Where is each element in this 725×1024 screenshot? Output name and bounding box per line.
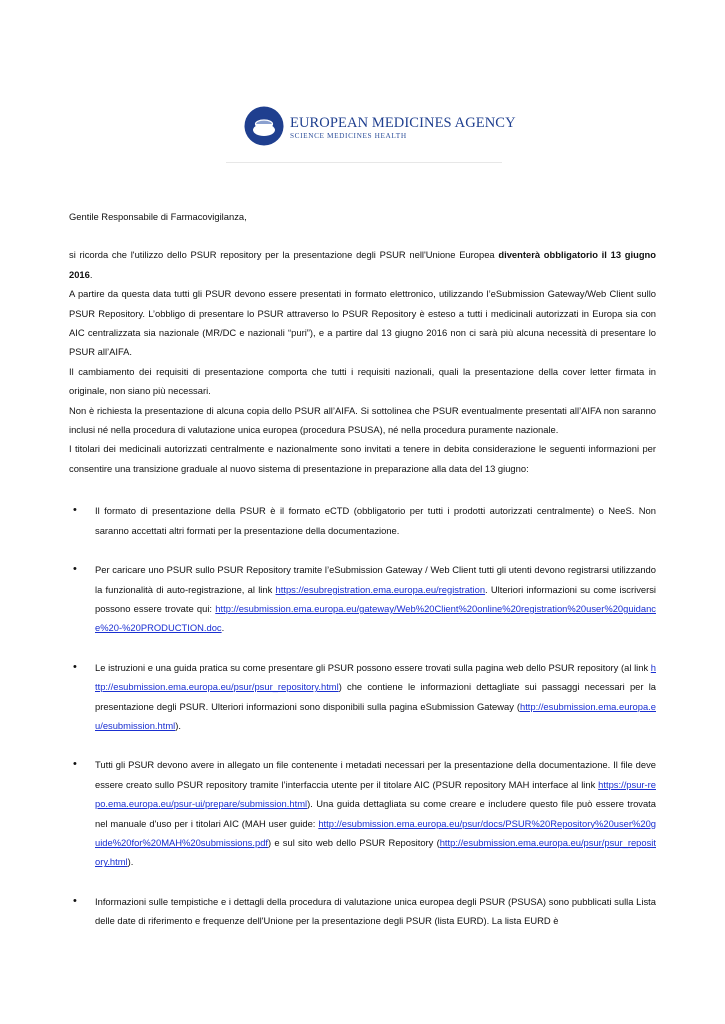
list-item-text: Il formato di presentazione della PSUR è il formato eCTD (obbligatorio per tutti i prodotti autorizzati centralmente) o NeeS. Non saranno accettati altri formati per la presentazione della documentazione.: [95, 505, 656, 536]
list-item-text: Tutti gli PSUR devono avere in allegato un file contenente i metadati necessari per la presentazione della documentazione. Il file deve essere creato sullo PSUR repository tramite l’interfaccia utente per il titolare AIC (PSUR repository MAH interface al link: [95, 759, 656, 790]
list-item-text: Informazioni sulle tempistiche e i dettagli della procedura di valutazione unica europea degli PSUR (PSUSA) sono pubblicati sulla Lista delle date di riferimento e frequenze dell'Unione per la presentazione degli PSUR (lista EURD). La lista EURD è: [95, 895, 656, 927]
info-list: [69, 501, 656, 930]
paragraph-2: A partire da questa data tutti gli PSUR devono essere presentati in formato elettronico, utilizzando l’eSubmission Gateway/Web Client sullo PSUR Repository. L’obbligo di presentare lo PSUR attraverso lo PSUR Repository è esteso a tutti i medicinali autorizzati in Europa sia con AIC centralizzata sia nazionale (MR/DC e nazionali “puri”), e a partire dal 13 giugno 2016 non ci sarà più alcuna necessità di presentare lo PSUR all’AIFA.: [69, 288, 656, 358]
list-item-text: ) e sul sito web dello PSUR Repository (: [268, 836, 440, 848]
list-item: [69, 501, 656, 540]
paragraph-5: I titolari dei medicinali autorizzati centralmente e nazionalmente sono invitati a tenere in debita considerazione le seguenti informazioni per consentire una transizione graduale al nuovo sistema di presentazione in preparazione alla data del 13 giugno:: [69, 443, 656, 474]
bullet-icon: •: [73, 563, 77, 576]
paragraph-1-text: si ricorda che l'utilizzo dello PSUR repository per la presentazione degli PSUR nell'Unione Europea: [69, 249, 499, 261]
paragraph-3: Il cambiamento dei requisiti di presentazione comporta che tutti i requisiti nazionali, quali la presentazione della cover letter firmata in originale, non siano più necessari.: [69, 365, 656, 397]
ema-header: [226, 98, 516, 158]
list-item: [69, 892, 656, 931]
letter-body: [69, 207, 656, 951]
bullet-icon: •: [73, 894, 77, 907]
list-item-text: ).: [127, 856, 134, 868]
agency-name: EUROPEAN MEDICINES AGENCY: [290, 115, 516, 131]
bullet-icon: •: [73, 660, 77, 673]
paragraph-4: Non è richiesta la presentazione di alcuna copia dello PSUR all’AIFA. Si sottolinea che PSUR eventualmente presentati all’AIFA non saranno inclusi né nella procedura di valutazione unica europea (procedura PSUSA), né nella procedura puramente nazionale.: [69, 404, 656, 436]
mah-interface-link[interactable]: https://psur-repo.ema.europa.eu/psur-ui/prepare/submission.html: [95, 778, 656, 810]
registration-guidance-link[interactable]: http://esubmission.ema.europa.eu/gateway/Web%20Client%20online%20registration%20user%20guidance%20-%20PRODUCTION.doc: [95, 602, 656, 634]
paragraph-1-end: .: [89, 268, 93, 280]
ema-logo-icon: [244, 106, 284, 146]
esubmission-gateway-link[interactable]: http://esubmission.ema.europa.eu/esubmission.html: [95, 700, 656, 731]
greeting: Gentile Responsabile di Farmacovigilanza,: [69, 211, 247, 222]
list-item-text: ) che contiene le informazioni dettagliate sui passaggi necessari per la presentazione degli PSUR. Ulteriori informazioni sono disponibili sulla pagina eSubmission Gateway (: [95, 681, 656, 712]
list-item: [69, 658, 656, 736]
list-item-text: ).: [175, 719, 181, 731]
list-item-text: . Ulteriori informazioni su come iscriversi possono essere trovate qui:: [95, 583, 656, 614]
list-item: [69, 755, 656, 871]
header-divider: [226, 162, 502, 163]
psur-repository-link-2[interactable]: http://esubmission.ema.europa.eu/psur/psur_repository.html: [95, 836, 656, 868]
bullet-icon: •: [73, 758, 77, 771]
list-item-text: .: [221, 622, 225, 634]
list-item-text: Le istruzioni e una guida pratica su come presentare gli PSUR possono essere trovati sulla pagina web dello PSUR repository (al link: [95, 661, 651, 673]
registration-link[interactable]: https://esubregistration.ema.europa.eu/registration: [275, 583, 486, 595]
paragraph-1: [69, 245, 656, 284]
psur-repository-link[interactable]: http://esubmission.ema.europa.eu/psur/psur_repository.html: [95, 661, 656, 693]
bullet-icon: •: [73, 504, 77, 517]
mah-user-guide-link[interactable]: http://esubmission.ema.europa.eu/psur/docs/PSUR%20Repository%20user%20guide%20for%20MAH%20submissions.pdf: [95, 817, 656, 848]
list-item-text: ). Una guida dettagliata su come creare e includere questo file può essere trovata nel manuale d'uso per i titolari AIC (MAH user guide:: [95, 798, 656, 829]
deadline-emphasis: diventerà obbligatorio il 13 giugno 2016: [69, 249, 656, 280]
list-item-text: Per caricare uno PSUR sullo PSUR Repository tramite l’eSubmission Gateway / Web Client tutti gli utenti devono registrarsi utilizzando la funzionalità di auto-registrazione, al link: [95, 564, 656, 595]
agency-tagline: SCIENCE MEDICINES HEALTH: [290, 131, 407, 140]
list-item: [69, 560, 656, 638]
